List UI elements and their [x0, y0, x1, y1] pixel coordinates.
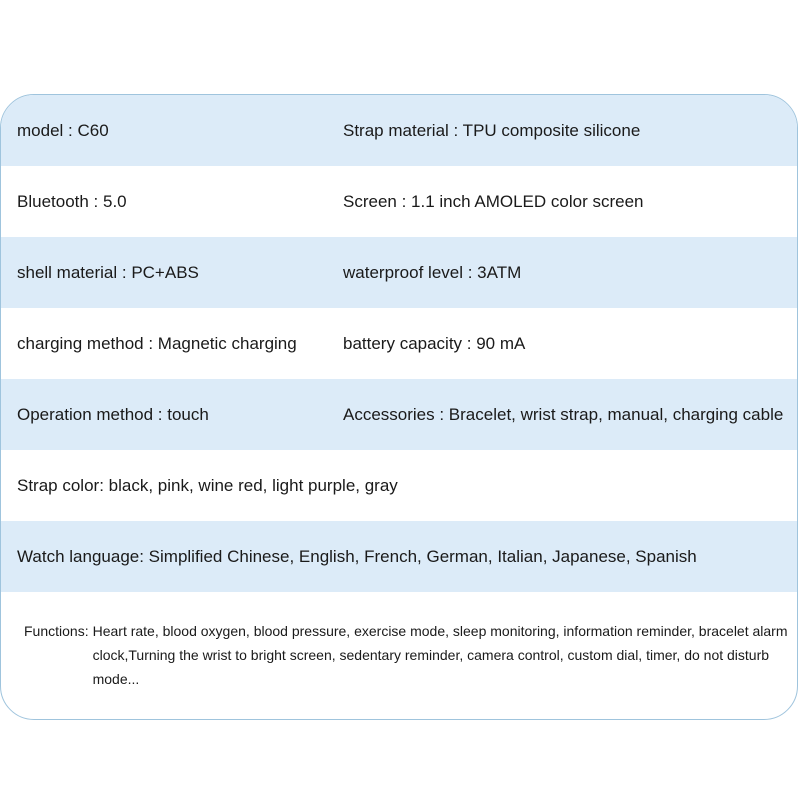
spec-watch-language: Watch language: Simplified Chinese, English, French, German, Italian, Japanese, Spanish — [17, 546, 697, 566]
spec-row-operation — [1, 379, 797, 450]
spec-row-model — [1, 95, 797, 166]
spec-row-shell — [1, 237, 797, 308]
spec-functions — [24, 619, 794, 691]
spec-row-bluetooth — [1, 166, 797, 237]
spec-row-strap-color — [1, 450, 797, 521]
functions-label: Functions: — [24, 623, 89, 639]
spec-card — [0, 94, 798, 720]
spec-battery: battery capacity : 90 mA — [343, 333, 526, 353]
spec-charging-method: charging method : Magnetic charging — [17, 333, 297, 353]
spec-row-charging — [1, 308, 797, 379]
functions-text: Heart rate, blood oxygen, blood pressure, exercise mode, sleep monitoring, information reminder, bracelet alarm clock,Turning the wrist to bright screen, sedentary reminder, camera control, custom dial, timer, do not disturb mode... — [92, 623, 788, 687]
spec-waterproof: waterproof level : 3ATM — [343, 262, 522, 282]
spec-strap-material: Strap material : TPU composite silicone — [343, 120, 641, 140]
spec-operation-method: Operation method : touch — [17, 404, 209, 424]
spec-row-language — [1, 521, 797, 592]
spec-accessories: Accessories : Bracelet, wrist strap, manual, charging cable — [343, 404, 784, 424]
spec-shell-material: shell material : PC+ABS — [17, 262, 199, 282]
spec-model: model : C60 — [17, 120, 109, 140]
spec-bluetooth: Bluetooth : 5.0 — [17, 191, 127, 211]
spec-screen: Screen : 1.1 inch AMOLED color screen — [343, 191, 644, 211]
spec-strap-color: Strap color: black, pink, wine red, light purple, gray — [17, 475, 398, 495]
